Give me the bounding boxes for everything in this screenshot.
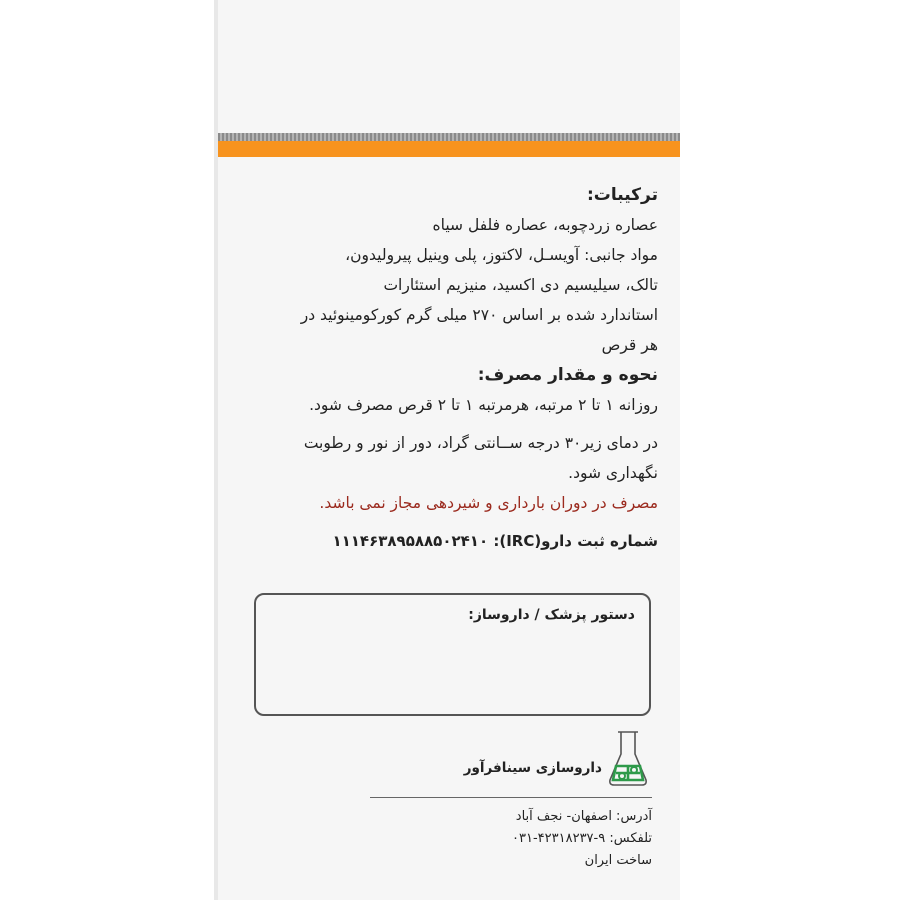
standardized-line-1: استاندارد شده بر اساس ۲۷۰ میلی گرم کورکومینوئید در <box>300 306 658 324</box>
registration-number: ۱۱۱۴۶۳۸۹۵۸۸۵۰۲۴۱۰ <box>332 532 489 550</box>
pregnancy-warning: مصرف در دوران بارداری و شیردهی مجاز نمی باشد. <box>319 494 658 512</box>
ingredients-heading: ترکیبات: <box>587 185 658 205</box>
gray-stripe <box>218 133 680 141</box>
excipients-line-1: مواد جانبی: آویسـل، لاکتوز، پلی وینیل پیرولیدون، <box>345 246 658 264</box>
label-content <box>240 180 658 556</box>
orange-stripe <box>218 141 680 157</box>
country-of-origin: ساخت ایران <box>584 853 652 868</box>
manufacturer-contact <box>400 806 652 872</box>
standardized-line-2: هر قرص <box>601 336 658 354</box>
prescription-label: دستور پزشک / داروساز: <box>468 607 635 623</box>
storage-line-2: نگهداری شود. <box>568 464 658 482</box>
flask-logo-icon <box>606 730 650 788</box>
prescription-box <box>254 593 651 716</box>
manufacturer-name: داروسازی سینافرآور <box>463 760 602 776</box>
registration-label: شماره ثبت دارو(IRC): <box>493 532 658 550</box>
divider <box>370 797 652 798</box>
phone-label: تلفکس: <box>609 831 652 846</box>
dosage-heading: نحوه و مقدار مصرف: <box>477 365 658 385</box>
registration-line <box>240 526 658 556</box>
phone-number: ۰۳۱-۴۲۳۱۸۲۳۷-۹ <box>512 831 606 846</box>
active-ingredients: عصاره زردچوبه، عصاره فلفل سیاه <box>432 216 658 234</box>
manufacturer-address: آدرس: اصفهان- نجف آباد <box>515 809 652 824</box>
storage-line-1: در دمای زیر۳۰ درجه ســانتی گراد، دور از نور و رطوبت <box>303 434 658 452</box>
excipients-line-2: تالک، سیلیسیم دی اکسید، منیزیم استئارات <box>383 276 658 294</box>
manufacturer-block <box>463 730 670 790</box>
manufacturer-phone <box>400 828 652 850</box>
dosage-instruction: روزانه ۱ تا ۲ مرتبه، هرمرتبه ۱ تا ۲ قرص مصرف شود. <box>309 396 658 414</box>
